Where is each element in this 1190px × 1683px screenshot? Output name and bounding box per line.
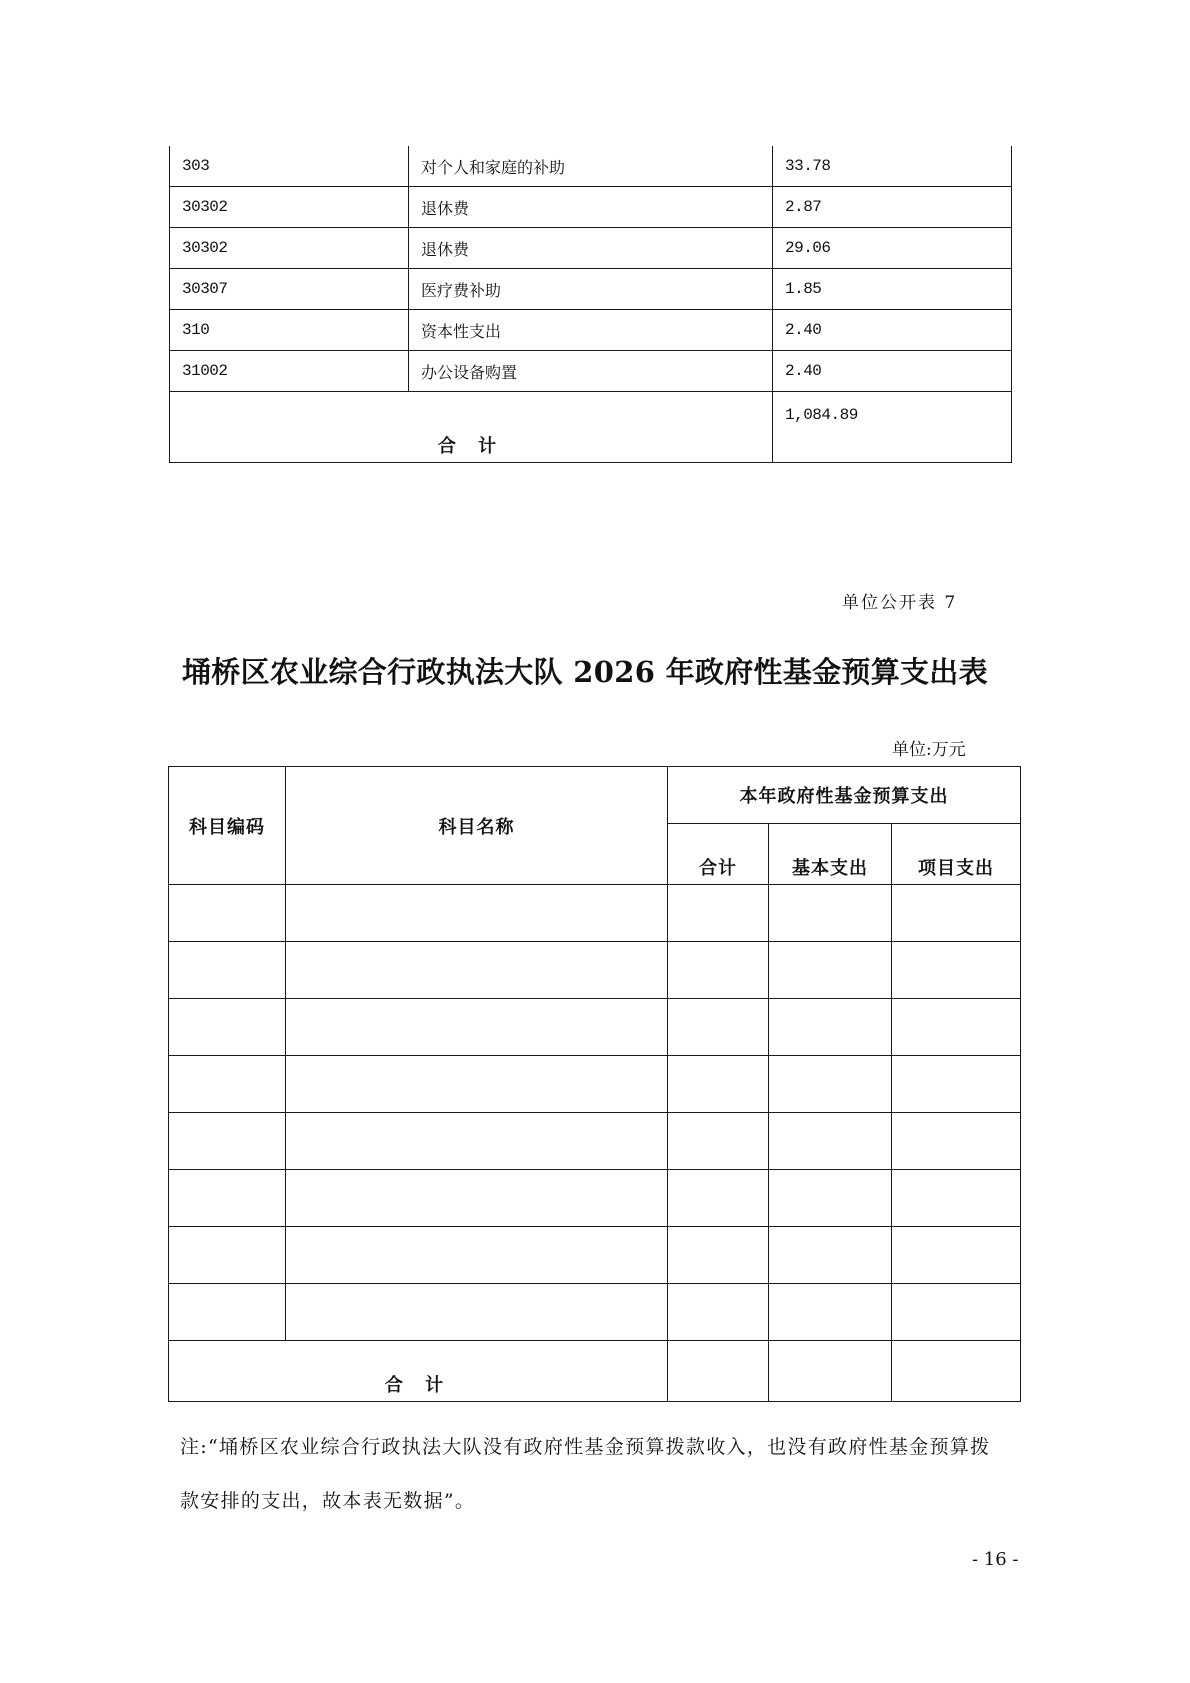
total-label: 合 计 bbox=[170, 392, 773, 463]
main-total-total bbox=[668, 1341, 769, 1402]
row-basic bbox=[769, 1113, 892, 1170]
row-name bbox=[286, 1170, 668, 1227]
table-row bbox=[169, 1284, 1021, 1341]
row-name bbox=[286, 1056, 668, 1113]
row-code: 30302 bbox=[170, 228, 409, 269]
row-code bbox=[169, 1056, 286, 1113]
row-total bbox=[668, 1227, 769, 1284]
row-project bbox=[892, 1056, 1021, 1113]
row-total bbox=[668, 1284, 769, 1341]
row-project bbox=[892, 1284, 1021, 1341]
row-project bbox=[892, 999, 1021, 1056]
row-basic bbox=[769, 1284, 892, 1341]
table-row bbox=[170, 146, 1012, 187]
table-row bbox=[170, 310, 1012, 351]
header-total: 合计 bbox=[668, 824, 769, 885]
row-code bbox=[169, 1113, 286, 1170]
footnote: 注:“埇桥区农业综合行政执法大队没有政府性基金预算拨款收入，也没有政府性基金预算拨款安排的支出，故本表无数据”。 bbox=[180, 1436, 991, 1512]
row-name: 对个人和家庭的补助 bbox=[409, 146, 773, 187]
table-row bbox=[169, 1227, 1021, 1284]
row-name: 办公设备购置 bbox=[409, 351, 773, 392]
row-basic bbox=[769, 1056, 892, 1113]
table-row bbox=[169, 942, 1021, 999]
row-name bbox=[286, 1113, 668, 1170]
row-name bbox=[286, 1227, 668, 1284]
table-row bbox=[170, 351, 1012, 392]
table-row bbox=[169, 1170, 1021, 1227]
row-total bbox=[668, 942, 769, 999]
table-number: 单位公开表 7 bbox=[842, 593, 958, 613]
row-basic bbox=[769, 999, 892, 1056]
government-fund-budget-table bbox=[168, 766, 1021, 1402]
main-total-project bbox=[892, 1341, 1021, 1402]
row-basic bbox=[769, 1170, 892, 1227]
page-number: - 16 - bbox=[972, 1549, 1019, 1570]
row-basic bbox=[769, 942, 892, 999]
table-row bbox=[170, 187, 1012, 228]
row-amount: 2.87 bbox=[773, 187, 1012, 228]
total-amount: 1,084.89 bbox=[773, 392, 1012, 463]
continued-table-total-row bbox=[170, 392, 1012, 463]
row-name bbox=[286, 999, 668, 1056]
row-code bbox=[169, 999, 286, 1056]
page-title: 埇桥区农业综合行政执法大队 2026 年政府性基金预算支出表 bbox=[182, 655, 988, 689]
row-name: 退休费 bbox=[409, 228, 773, 269]
row-name: 退休费 bbox=[409, 187, 773, 228]
row-name bbox=[286, 942, 668, 999]
row-project bbox=[892, 942, 1021, 999]
table-row bbox=[170, 269, 1012, 310]
row-project bbox=[892, 1227, 1021, 1284]
row-code bbox=[169, 1170, 286, 1227]
header-project: 项目支出 bbox=[892, 824, 1021, 885]
row-project bbox=[892, 1113, 1021, 1170]
header-code: 科目编码 bbox=[169, 767, 286, 885]
row-project bbox=[892, 1170, 1021, 1227]
table-row bbox=[169, 1113, 1021, 1170]
row-name: 医疗费补助 bbox=[409, 269, 773, 310]
row-basic bbox=[769, 885, 892, 942]
continued-budget-table bbox=[169, 146, 1012, 463]
unit-label: 单位:万元 bbox=[892, 740, 966, 760]
row-amount: 1.85 bbox=[773, 269, 1012, 310]
row-amount: 33.78 bbox=[773, 146, 1012, 187]
row-code bbox=[169, 885, 286, 942]
row-amount: 2.40 bbox=[773, 351, 1012, 392]
row-code bbox=[169, 1227, 286, 1284]
row-project bbox=[892, 885, 1021, 942]
header-basic: 基本支出 bbox=[769, 824, 892, 885]
table-row bbox=[169, 1056, 1021, 1113]
header-name: 科目名称 bbox=[286, 767, 668, 885]
row-code bbox=[169, 942, 286, 999]
main-total-basic bbox=[769, 1341, 892, 1402]
row-basic bbox=[769, 1227, 892, 1284]
row-code: 310 bbox=[170, 310, 409, 351]
row-name: 资本性支出 bbox=[409, 310, 773, 351]
table-row bbox=[169, 999, 1021, 1056]
row-total bbox=[668, 1056, 769, 1113]
row-total bbox=[668, 1113, 769, 1170]
table-row bbox=[169, 885, 1021, 942]
row-code: 303 bbox=[170, 146, 409, 187]
header-group: 本年政府性基金预算支出 bbox=[668, 767, 1021, 824]
row-code: 31002 bbox=[170, 351, 409, 392]
row-total bbox=[668, 1170, 769, 1227]
row-name bbox=[286, 885, 668, 942]
main-total-label: 合 计 bbox=[169, 1341, 668, 1402]
row-amount: 2.40 bbox=[773, 310, 1012, 351]
row-amount: 29.06 bbox=[773, 228, 1012, 269]
main-table-total-row bbox=[169, 1341, 1021, 1402]
row-total bbox=[668, 885, 769, 942]
row-name bbox=[286, 1284, 668, 1341]
row-code: 30302 bbox=[170, 187, 409, 228]
row-code bbox=[169, 1284, 286, 1341]
row-code: 30307 bbox=[170, 269, 409, 310]
table-row bbox=[170, 228, 1012, 269]
row-total bbox=[668, 999, 769, 1056]
